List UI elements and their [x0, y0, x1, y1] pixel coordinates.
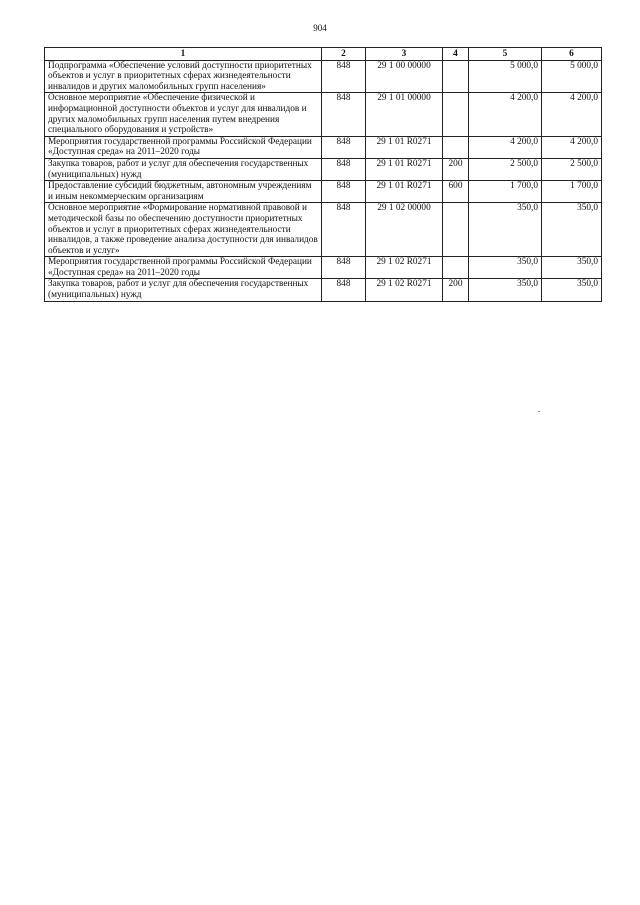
row-sum-a: 1 700,0 [469, 181, 542, 203]
row-vedomstvo: 848 [322, 181, 366, 203]
budget-table [44, 47, 602, 302]
row-name: Подпрограмма «Обеспечение условий доступности приоритетных объектов и услуг в приоритетных сферах жизнедеятельности инвалидов и других маломобильных групп населения» [45, 60, 322, 93]
row-sum-b: 2 500,0 [542, 158, 602, 180]
row-sum-a: 4 200,0 [469, 136, 542, 158]
table-row [45, 158, 602, 180]
row-vid: 200 [443, 158, 469, 180]
row-vid [443, 60, 469, 93]
row-name: Основное мероприятие «Обеспечение физической и информационной доступности объектов и услуг для инвалидов и других маломобильных групп населения путем внедрения специального оборудования и устройств» [45, 93, 322, 136]
row-vid [443, 203, 469, 257]
column-header-4: 4 [443, 48, 469, 61]
row-code: 29 1 02 R0271 [366, 257, 443, 279]
table-row [45, 203, 602, 257]
row-sum-b: 350,0 [542, 279, 602, 301]
scan-speck [538, 411, 540, 412]
row-sum-a: 2 500,0 [469, 158, 542, 180]
row-code: 29 1 01 R0271 [366, 158, 443, 180]
row-vid: 200 [443, 279, 469, 301]
row-name: Закупка товаров, работ и услуг для обеспечения государственных (муниципальных) нужд [45, 158, 322, 180]
column-header-3: 3 [366, 48, 443, 61]
row-sum-b: 1 700,0 [542, 181, 602, 203]
row-sum-a: 350,0 [469, 203, 542, 257]
row-code: 29 1 00 00000 [366, 60, 443, 93]
row-sum-b: 350,0 [542, 257, 602, 279]
table-row [45, 279, 602, 301]
row-sum-b: 5 000,0 [542, 60, 602, 93]
row-vid [443, 136, 469, 158]
row-name: Закупка товаров, работ и услуг для обеспечения государственных (муниципальных) нужд [45, 279, 322, 301]
row-name: Основное мероприятие «Формирование нормативной правовой и методической базы по обеспечению доступности приоритетных объектов и услуг в приоритетных сферах жизнедеятельности инвалидов, а также проведение анализа доступности для инвалидов объектов и услуг» [45, 203, 322, 257]
row-vedomstvo: 848 [322, 136, 366, 158]
row-sum-a: 5 000,0 [469, 60, 542, 93]
row-name: Мероприятия государственной программы Российской Федерации «Доступная среда» на 2011–2020 годы [45, 257, 322, 279]
row-name: Предоставление субсидий бюджетным, автономным учреждениям и иным некоммерческим организациям [45, 181, 322, 203]
row-sum-b: 4 200,0 [542, 93, 602, 136]
table-row [45, 60, 602, 93]
column-header-6: 6 [542, 48, 602, 61]
row-vedomstvo: 848 [322, 203, 366, 257]
row-code: 29 1 01 R0271 [366, 136, 443, 158]
column-header-5: 5 [469, 48, 542, 61]
row-sum-a: 350,0 [469, 279, 542, 301]
row-code: 29 1 02 R0271 [366, 279, 443, 301]
row-sum-a: 350,0 [469, 257, 542, 279]
row-sum-b: 4 200,0 [542, 136, 602, 158]
row-vedomstvo: 848 [322, 279, 366, 301]
row-vedomstvo: 848 [322, 158, 366, 180]
row-name: Мероприятия государственной программы Российской Федерации «Доступная среда» на 2011–2020 годы [45, 136, 322, 158]
page-number: 904 [313, 23, 327, 33]
row-code: 29 1 02 00000 [366, 203, 443, 257]
table-row [45, 257, 602, 279]
row-vedomstvo: 848 [322, 93, 366, 136]
row-vid [443, 93, 469, 136]
row-code: 29 1 01 00000 [366, 93, 443, 136]
column-header-2: 2 [322, 48, 366, 61]
row-vid: 600 [443, 181, 469, 203]
table-row [45, 136, 602, 158]
table-row [45, 181, 602, 203]
row-vid [443, 257, 469, 279]
row-vedomstvo: 848 [322, 60, 366, 93]
table-row [45, 93, 602, 136]
table-header-row [45, 48, 602, 61]
row-vedomstvo: 848 [322, 257, 366, 279]
row-sum-a: 4 200,0 [469, 93, 542, 136]
row-sum-b: 350,0 [542, 203, 602, 257]
row-code: 29 1 01 R0271 [366, 181, 443, 203]
column-header-1: 1 [45, 48, 322, 61]
